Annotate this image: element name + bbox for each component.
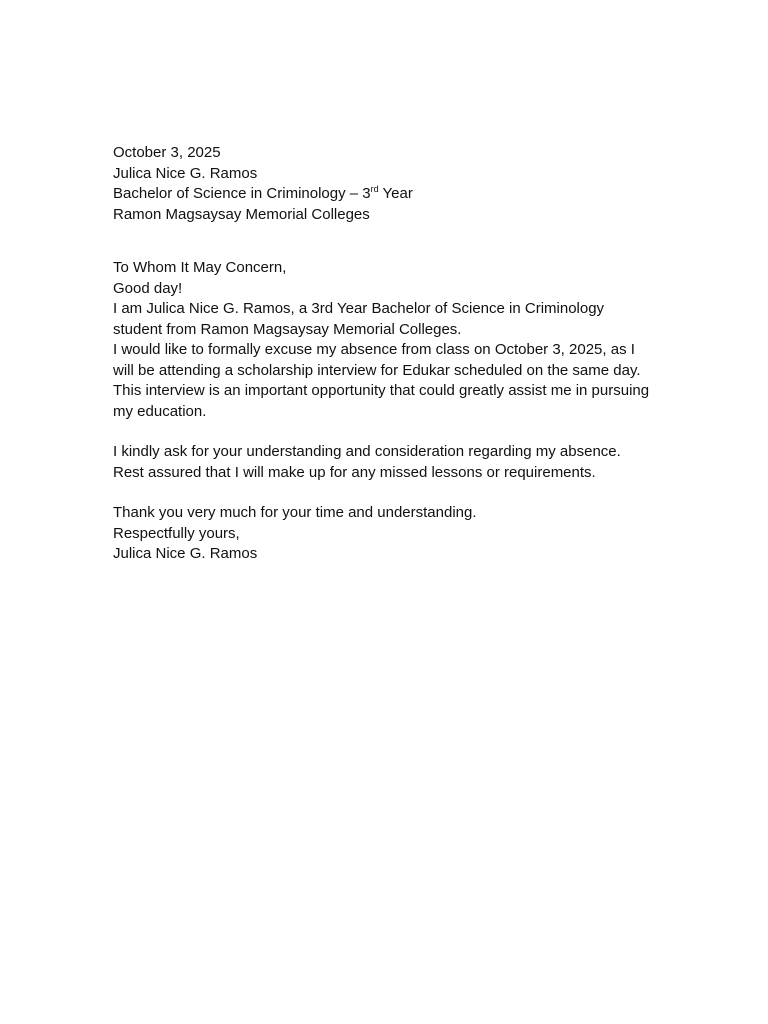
salutation: To Whom It May Concern,	[113, 259, 287, 276]
paragraph-line: I am Julica Nice G. Ramos, a 3rd Year Bachelor of Science in Criminology	[113, 300, 605, 317]
sender-block	[113, 164, 658, 226]
closing: Respectfully yours,	[113, 524, 240, 542]
greeting: Good day!	[113, 279, 183, 297]
sender-name: Julica Nice G. Ramos	[113, 164, 258, 182]
paragraph-request	[113, 442, 658, 483]
sender-program-suffix: Year	[378, 185, 413, 202]
sender-school: Ramon Magsaysay Memorial Colleges	[113, 205, 370, 223]
paragraph-line: Rest assured that I will make up for any missed lessons or requirements.	[113, 463, 596, 481]
paragraph-line: I kindly ask for your understanding and consideration regarding my absence.	[113, 443, 621, 460]
paragraph-introduction	[113, 299, 658, 340]
sender-program-prefix: Bachelor of Science in Criminology – 3	[113, 185, 371, 202]
paragraph-line: my education.	[113, 402, 207, 420]
letter-body	[113, 143, 658, 565]
sender-program	[113, 184, 658, 205]
paragraph-line: I would like to formally excuse my absence from class on October 3, 2025, as I	[113, 341, 635, 358]
letter-date: October 3, 2025	[113, 144, 221, 161]
sender-program-ordinal: rd	[370, 184, 379, 194]
paragraph-line: student from Ramon Magsaysay Memorial Colleges.	[113, 320, 462, 338]
paragraph-excuse	[113, 340, 658, 422]
signature-name: Julica Nice G. Ramos	[113, 545, 258, 562]
paragraph-thanks: Thank you very much for your time and understanding.	[113, 504, 477, 521]
paragraph-line: This interview is an important opportunity that could greatly assist me in pursuing	[113, 382, 650, 399]
paragraph-line: will be attending a scholarship interview for Edukar scheduled on the same day.	[113, 361, 641, 379]
